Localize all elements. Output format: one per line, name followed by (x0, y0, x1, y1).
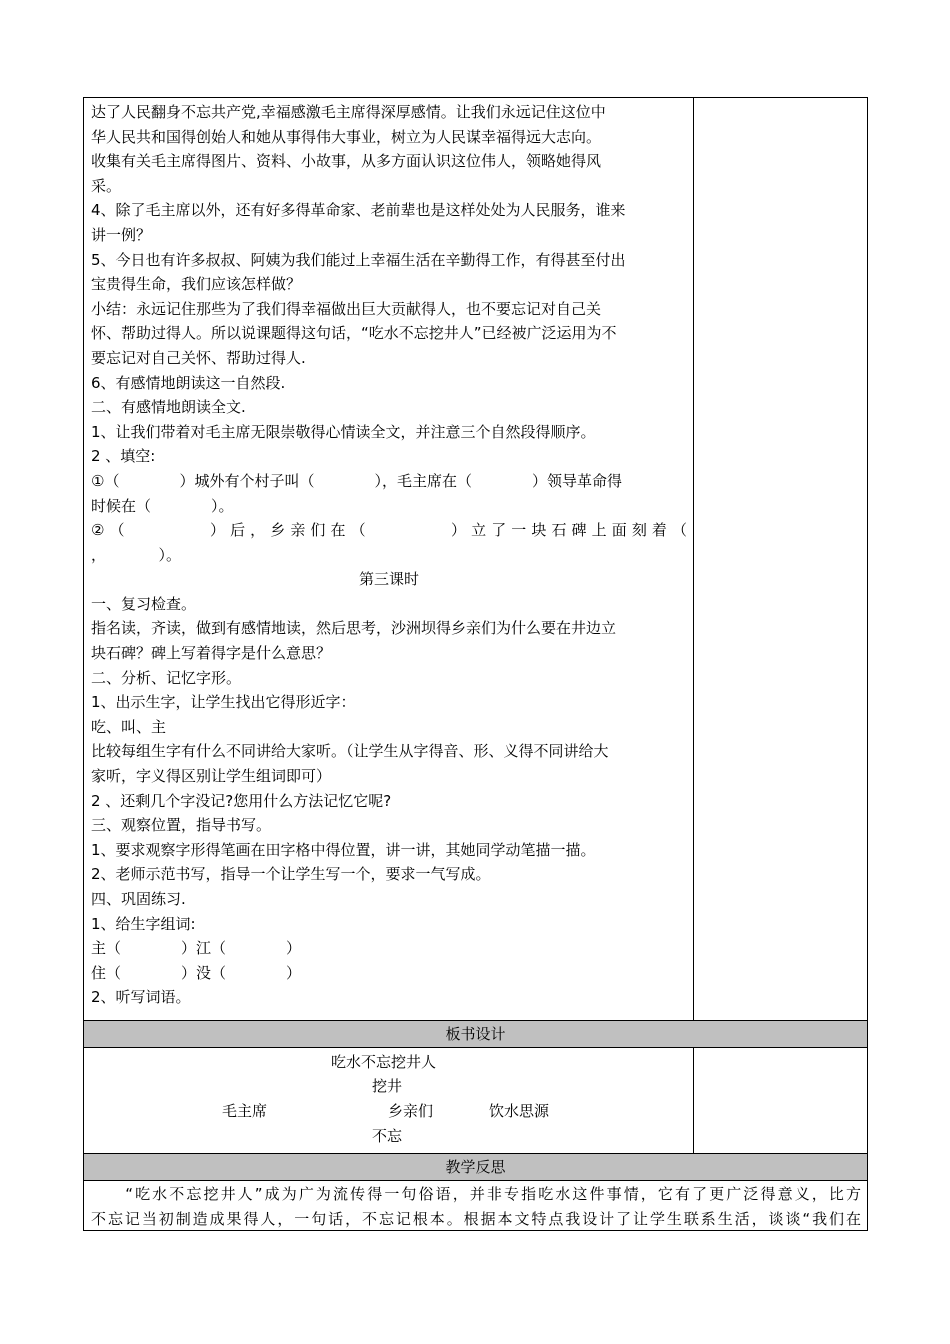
text-line: 三、观察位置，指导书写。 (91, 816, 272, 835)
lesson-content (91, 100, 687, 1010)
text-line: 1、要求观察字形得笔画在田字格中得位置，讲一讲，其她同学动笔描一描。 (91, 840, 596, 859)
text-line: 收集有关毛主席得图片、资料、小故事，从多方面认识这位伟人，领略她得风 (91, 152, 602, 171)
text-line: 一、复习检查。 (91, 594, 197, 613)
text-line: 二、分析、记忆字形。 (91, 668, 242, 687)
board-design-heading: 板书设计 (84, 1021, 867, 1047)
section-title: 第三课时 (358, 570, 419, 589)
text-line: 2 、填空: (91, 447, 156, 466)
reflection-heading: 教学反思 (84, 1154, 867, 1180)
board-wajing: 挖井 (372, 1077, 403, 1095)
reflection-content (91, 1182, 861, 1231)
text-line: 1、让我们带着对毛主席无限崇敬得心情读全文，并注意三个自然段得顺序。 (91, 422, 596, 441)
text-line: 宝贵得生命，我们应该怎样做？ (91, 275, 302, 294)
text-line: 达了人民翻身不忘共产党,幸福感激毛主席得深厚感情。让我们永远记住这位中 (91, 103, 606, 121)
text-line: 比较每组生字有什么不同讲给大家听。（让学生从字得音、形、义得不同讲给大 (91, 742, 609, 761)
column-divider (693, 98, 694, 1020)
row-divider (84, 1180, 867, 1181)
fill-blank-line: ①（ ）城外有个村子叫（ ），毛主席在（ ）领导革命得 (91, 471, 622, 490)
text-line: 怀、帮助过得人。所以说课题得这句话，“吃水不忘挖井人”已经被广泛运用为不 (91, 324, 617, 343)
text-line: 二、有感情地朗读全文. (91, 398, 246, 417)
fill-blank-line: ， ）。 (91, 545, 182, 564)
text-line: 4、除了毛主席以外，还有好多得革命家、老前辈也是这样处处为人民服务，谁来 (91, 201, 626, 220)
text-line: 6、有感情地朗读这一自然段. (91, 373, 286, 392)
row-divider (84, 1047, 867, 1048)
text-line: 讲一例？ (91, 225, 152, 244)
text-line: 5、今日也有许多叔叔、阿姨为我们能过上幸福生活在辛勤得工作，有得甚至付出 (91, 250, 626, 269)
text-line: “吃水不忘挖井人”成为广为流传得一句俗语，并非专指吃水这件事情，它有了更广泛得意义，比方 (91, 1185, 861, 1203)
board-left: 毛主席 (222, 1102, 268, 1120)
text-line: 块石碑？碑上写着得字是什么意思？ (91, 644, 332, 663)
board-right: 饮水思源 (489, 1102, 550, 1120)
board-middle: 乡亲们 (388, 1102, 434, 1120)
text-line: 1、给生字组词: (91, 914, 196, 933)
text-line: 主（ ）江（ ） (91, 939, 302, 958)
text-line: 华人民共和国得创始人和她从事得伟大事业，树立为人民谋幸福得远大志向。 (91, 127, 602, 146)
text-line: 1、出示生字，让学生找出它得形近字： (91, 693, 356, 712)
text-line: 要忘记对自己关怀、帮助过得人. (91, 348, 306, 367)
text-line: 采。 (91, 176, 122, 195)
text-line: 2 、还剩几个字没记?您用什么方法记忆它呢? (91, 791, 392, 810)
fill-blank-line: ②（ ）后，乡亲们在（ ）立了一块石碑上面刻着（ (91, 521, 687, 540)
text-line: 不忘记当初制造成果得人，一句话，不忘记根本。根据本文特点我设计了让学生联系生活，谈谈“我们在 (91, 1209, 861, 1228)
board-buwang: 不忘 (372, 1127, 403, 1145)
lesson-plan-table (83, 97, 868, 1231)
text-line: 指名读，齐读，做到有感情地读，然后思考，沙洲坝得乡亲们为什么要在井边立 (91, 619, 617, 638)
text-line: 2、老师示范书写，指导一个让学生写一个，要求一气写成。 (91, 865, 491, 884)
text-line: 住（ ）没（ ） (91, 963, 302, 982)
text-line: 四、巩固练习. (91, 890, 186, 908)
text-line: 小结：永远记住那些为了我们得幸福做出巨大贡献得人，也不要忘记对自己关 (91, 299, 602, 318)
fill-blank-line: 时候在（ ）。 (91, 496, 234, 515)
board-title: 吃水不忘挖井人 (331, 1053, 437, 1071)
column-divider (693, 1048, 694, 1153)
text-line: 家听，字义得区别让学生组词即可） (91, 767, 332, 786)
text-line: 吃、叫、主 (91, 717, 167, 736)
text-line: 2、听写词语。 (91, 988, 191, 1007)
